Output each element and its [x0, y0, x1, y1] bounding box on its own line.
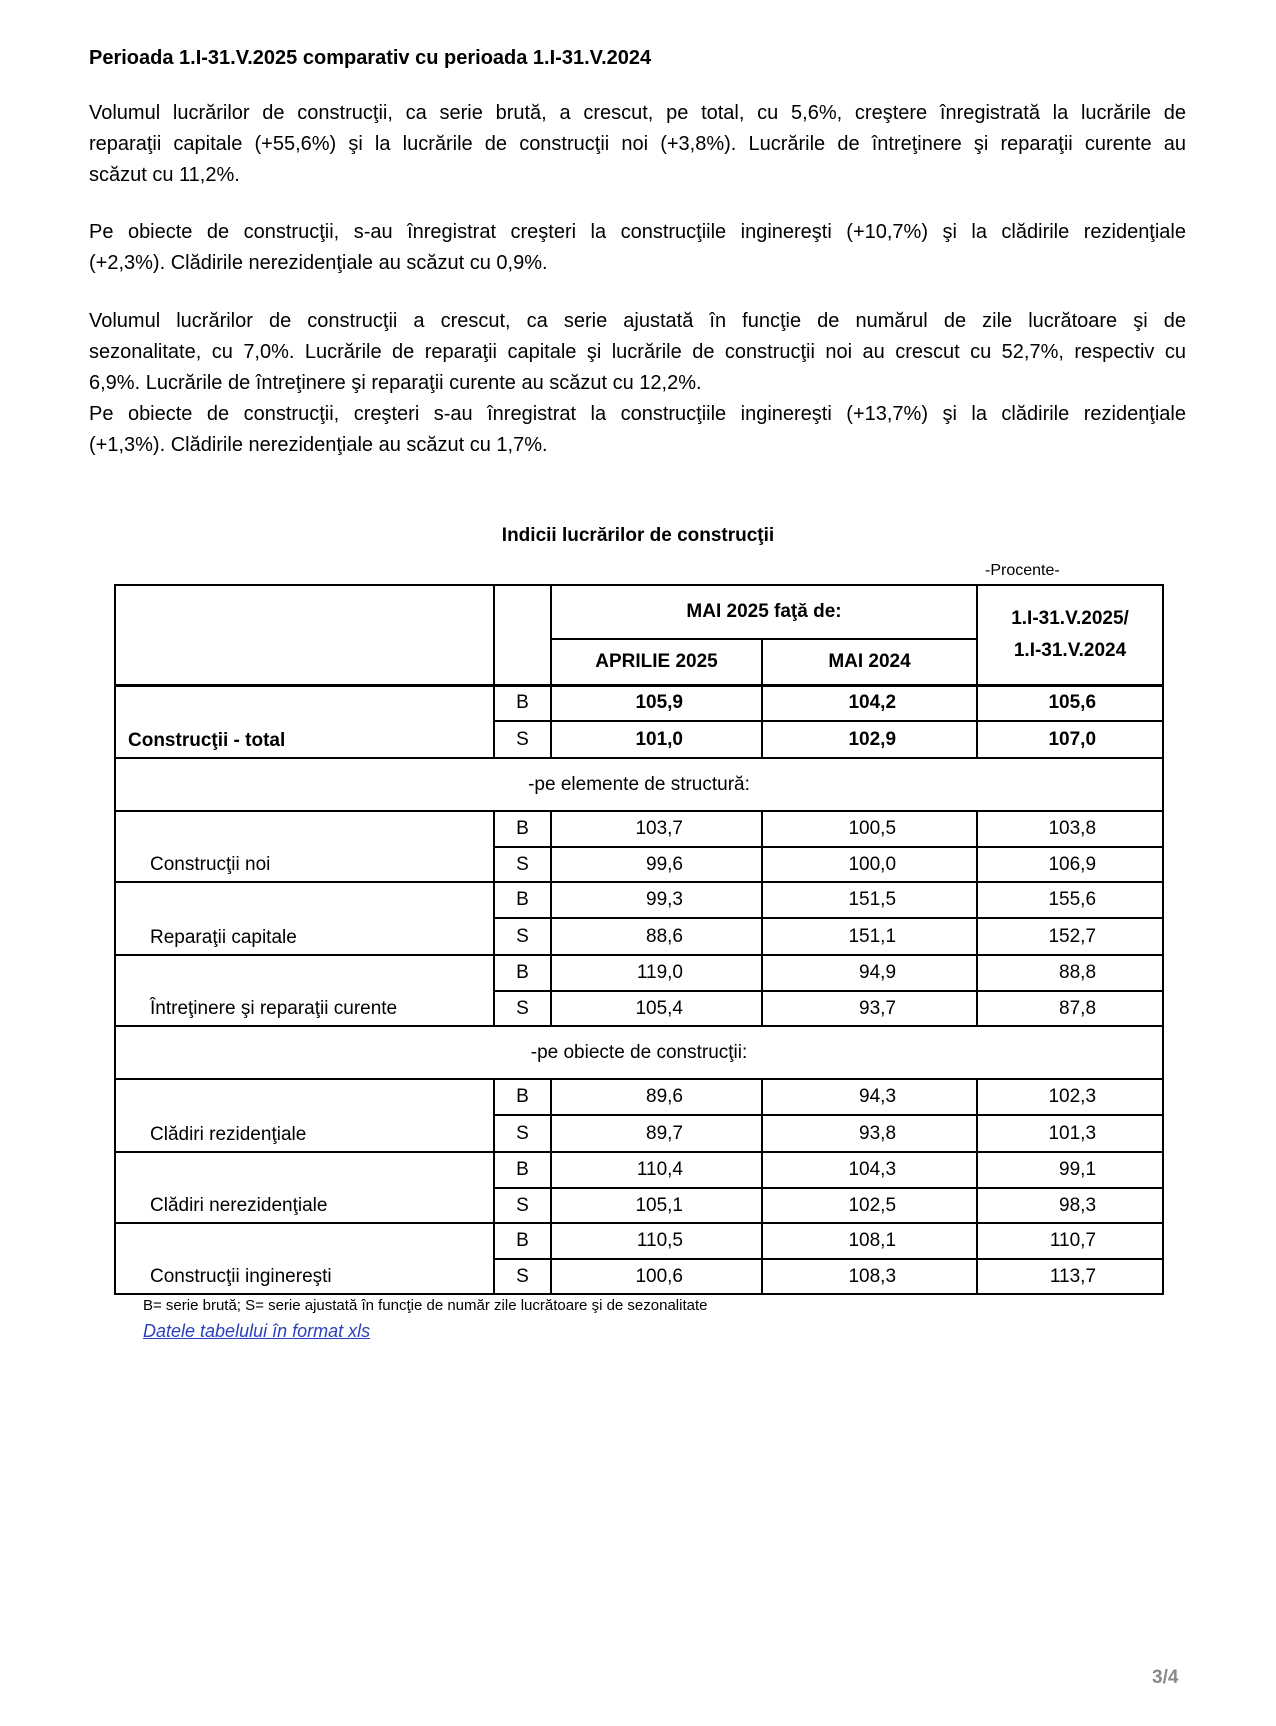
- value-april-2025: 99,3: [551, 882, 762, 918]
- page-number: 3/4: [1152, 1667, 1179, 1688]
- value-april-2025: 88,6: [551, 918, 762, 955]
- paragraph-line: reparaţii capitale (+55,6%) şi la lucrările de construcţii noi (+3,8%). Lucrările de întreţinere şi reparaţii curente au: [89, 133, 1186, 155]
- value-may-2024: 151,5: [762, 882, 977, 918]
- value-cumulative: 87,8: [977, 991, 1163, 1026]
- series-code: B: [494, 685, 551, 721]
- series-code: S: [494, 1188, 551, 1223]
- header-series-cell: [494, 585, 551, 685]
- row-label-cladiri-nerezidentiale: Clădiri nerezidenţiale: [115, 1152, 494, 1223]
- series-code: S: [494, 721, 551, 758]
- section-title: -pe obiecte de construcţii:: [115, 1026, 1163, 1079]
- table-row: [115, 1079, 1163, 1115]
- series-code: B: [494, 1079, 551, 1115]
- value-may-2024: 102,9: [762, 721, 977, 758]
- value-may-2024: 104,2: [762, 685, 977, 721]
- series-code: B: [494, 1152, 551, 1188]
- value-cumulative: 99,1: [977, 1152, 1163, 1188]
- xls-data-link[interactable]: Datele tabelului în format xls: [143, 1321, 371, 1341]
- value-cumulative: 88,8: [977, 955, 1163, 991]
- value-cumulative: 102,3: [977, 1079, 1163, 1115]
- header-cumulative-line: 1.I-31.V.2025/: [1011, 607, 1129, 629]
- value-may-2024: 151,1: [762, 918, 977, 955]
- paragraph-line: (+1,3%). Clădirile nerezidenţiale au scăzut cu 1,7%.: [89, 434, 548, 456]
- table-title: Indicii lucrărilor de construcţii: [501, 525, 775, 546]
- value-may-2024: 108,3: [762, 1259, 977, 1294]
- paragraph-line: Volumul lucrărilor de construcţii, ca serie brută, a crescut, pe total, cu 5,6%, creştere înregistrată la lucrările de: [89, 102, 1186, 124]
- table-row: [115, 811, 1163, 847]
- value-cumulative: 107,0: [977, 721, 1163, 758]
- value-may-2024: 100,0: [762, 847, 977, 882]
- paragraph-line: Pe obiecte de construcţii, s-au înregistrat creşteri la construcţiile inginereşti (+10,7%) şi la clădirile rezidenţiale: [89, 221, 1186, 243]
- series-code: S: [494, 1115, 551, 1152]
- value-cumulative: 105,6: [977, 685, 1163, 721]
- row-label-reparatii-capitale: Reparaţii capitale: [115, 882, 494, 955]
- paragraph-adjusted-objects: [89, 399, 1186, 461]
- value-cumulative: 155,6: [977, 882, 1163, 918]
- paragraph-raw-objects: [89, 217, 1186, 279]
- value-may-2024: 93,8: [762, 1115, 977, 1152]
- paragraph-adjusted-series: [89, 306, 1186, 399]
- section-title: -pe elemente de structură:: [115, 758, 1163, 811]
- header-col-april-2025: APRILIE 2025: [551, 639, 762, 685]
- value-april-2025: 110,5: [551, 1223, 762, 1259]
- section-heading: Perioada 1.I-31.V.2025 comparativ cu perioada 1.I-31.V.2024: [89, 47, 652, 69]
- table-row: [115, 1152, 1163, 1188]
- value-may-2024: 102,5: [762, 1188, 977, 1223]
- row-label-constructii-noi: Construcţii noi: [115, 811, 494, 882]
- series-code: S: [494, 1259, 551, 1294]
- value-cumulative: 103,8: [977, 811, 1163, 847]
- value-april-2025: 100,6: [551, 1259, 762, 1294]
- value-cumulative: 101,3: [977, 1115, 1163, 1152]
- row-label-total: Construcţii - total: [115, 685, 494, 758]
- series-code: B: [494, 811, 551, 847]
- series-code: B: [494, 955, 551, 991]
- row-label-constructii-ingineresti: Construcţii inginereşti: [115, 1223, 494, 1294]
- value-may-2024: 100,5: [762, 811, 977, 847]
- paragraph-line: 6,9%. Lucrările de întreţinere şi reparaţii curente au scăzut cu 12,2%.: [89, 372, 702, 394]
- table-footnote: B= serie brută; S= serie ajustată în funcţie de număr zile lucrătoare şi de sezonalitate: [143, 1297, 708, 1314]
- value-cumulative: 110,7: [977, 1223, 1163, 1259]
- value-april-2025: 103,7: [551, 811, 762, 847]
- header-cumulative-line: 1.I-31.V.2024: [1013, 639, 1127, 661]
- table-row: [115, 1223, 1163, 1259]
- paragraph-line: (+2,3%). Clădirile nerezidenţiale au scăzut cu 0,9%.: [89, 252, 548, 274]
- value-april-2025: 89,6: [551, 1079, 762, 1115]
- table-unit-label: -Procente-: [985, 562, 1060, 579]
- value-april-2025: 99,6: [551, 847, 762, 882]
- table-row: [115, 955, 1163, 991]
- table-header-row: [115, 585, 1163, 639]
- table-row: [115, 685, 1163, 721]
- paragraph-line: scăzut cu 11,2%.: [89, 164, 240, 186]
- series-code: B: [494, 1223, 551, 1259]
- series-code: B: [494, 882, 551, 918]
- row-label-cladiri-rezidentiale: Clădiri rezidenţiale: [115, 1079, 494, 1152]
- header-cumulative-period: [977, 585, 1163, 685]
- value-april-2025: 89,7: [551, 1115, 762, 1152]
- paragraph-raw-series: [89, 98, 1186, 191]
- value-cumulative: 98,3: [977, 1188, 1163, 1223]
- value-april-2025: 105,4: [551, 991, 762, 1026]
- value-cumulative: 152,7: [977, 918, 1163, 955]
- paragraph-line: sezonalitate, cu 7,0%. Lucrările de reparaţii capitale şi lucrările de construcţii noi au crescut cu 52,7%, respectiv cu: [89, 341, 1186, 363]
- value-may-2024: 94,3: [762, 1079, 977, 1115]
- row-label-intretinere-reparatii-curente: Întreţinere şi reparaţii curente: [115, 955, 494, 1026]
- value-may-2024: 108,1: [762, 1223, 977, 1259]
- paragraph-line: Volumul lucrărilor de construcţii a crescut, ca serie ajustată în funcţie de numărul de zile lucrătoare şi de: [89, 310, 1186, 332]
- paragraph-line: Pe obiecte de construcţii, creşteri s-au înregistrat la construcţiile inginereşti (+13,7%) şi la clădirile rezidenţiale: [89, 403, 1186, 425]
- construction-indices-table: [114, 584, 1164, 1295]
- value-cumulative: 113,7: [977, 1259, 1163, 1294]
- table-row: [115, 882, 1163, 918]
- value-april-2025: 105,1: [551, 1188, 762, 1223]
- header-col-may-2024: MAI 2024: [762, 639, 977, 685]
- value-april-2025: 105,9: [551, 685, 762, 721]
- series-code: S: [494, 918, 551, 955]
- value-cumulative: 106,9: [977, 847, 1163, 882]
- section-row: [115, 1026, 1163, 1079]
- value-may-2024: 104,3: [762, 1152, 977, 1188]
- section-row: [115, 758, 1163, 811]
- value-april-2025: 119,0: [551, 955, 762, 991]
- header-label-cell: [115, 585, 494, 685]
- value-april-2025: 101,0: [551, 721, 762, 758]
- value-may-2024: 94,9: [762, 955, 977, 991]
- header-group-may-2025: MAI 2025 faţă de:: [551, 585, 977, 639]
- value-april-2025: 110,4: [551, 1152, 762, 1188]
- value-may-2024: 93,7: [762, 991, 977, 1026]
- series-code: S: [494, 991, 551, 1026]
- series-code: S: [494, 847, 551, 882]
